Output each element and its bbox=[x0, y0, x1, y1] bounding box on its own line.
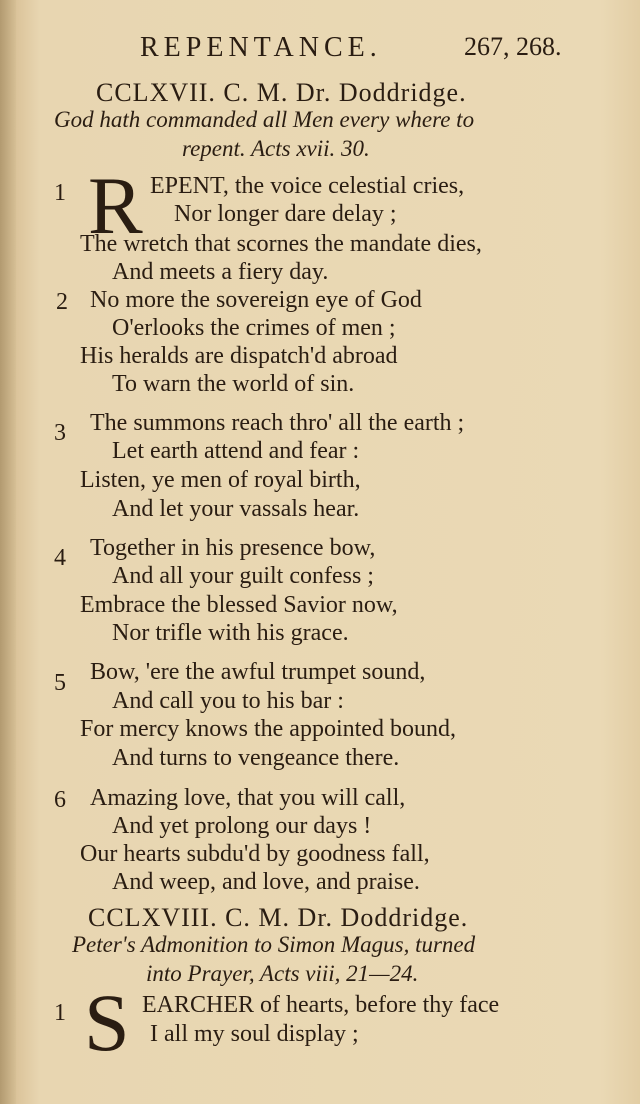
stanza-number: 2 bbox=[56, 289, 68, 315]
drop-cap: R bbox=[88, 160, 143, 251]
stanza-number: 3 bbox=[54, 420, 66, 446]
hymn-heading: CCLXVII. C. M. Dr. Doddridge. bbox=[96, 78, 467, 107]
stanza-number: 1 bbox=[54, 180, 66, 206]
stanza-number: 5 bbox=[54, 670, 66, 696]
verse-line: I all my soul display ; bbox=[150, 1021, 359, 1047]
verse-line: Listen, ye men of royal birth, bbox=[80, 467, 361, 493]
verse-line: And weep, and love, and praise. bbox=[112, 869, 420, 895]
verse-line: No more the sovereign eye of God bbox=[90, 287, 422, 313]
verse-line: Together in his presence bow, bbox=[90, 535, 376, 561]
hymn-subtitle: repent. Acts xvii. 30. bbox=[182, 136, 370, 161]
verse-line: And turns to vengeance there. bbox=[112, 745, 400, 771]
verse-line: To warn the world of sin. bbox=[112, 371, 355, 397]
hymn-subtitle: into Prayer, Acts viii, 21—24. bbox=[146, 961, 419, 986]
verse-line: Bow, 'ere the awful trumpet sound, bbox=[90, 659, 426, 685]
stanza-number: 1 bbox=[54, 1000, 66, 1026]
verse-line: Nor longer dare delay ; bbox=[174, 201, 397, 227]
verse-line: And all your guilt confess ; bbox=[112, 563, 374, 589]
verse-line: Our hearts subdu'd by goodness fall, bbox=[80, 841, 430, 867]
verse-line: Amazing love, that you will call, bbox=[90, 785, 406, 811]
verse-line: Nor trifle with his grace. bbox=[112, 620, 349, 646]
page-numbers: 267, 268. bbox=[464, 32, 562, 61]
verse-line: O'erlooks the crimes of men ; bbox=[112, 315, 396, 341]
verse-line: Let earth attend and fear : bbox=[112, 438, 360, 464]
verse-line: And let your vassals hear. bbox=[112, 496, 360, 522]
verse-line: His heralds are dispatch'd abroad bbox=[80, 343, 398, 369]
hymn-subtitle: Peter's Admonition to Simon Magus, turned bbox=[72, 932, 476, 957]
verse-line: The wretch that scornes the mandate dies, bbox=[80, 231, 482, 257]
stanza-number: 4 bbox=[54, 545, 66, 571]
drop-cap: S bbox=[84, 977, 130, 1068]
verse-line: EPENT, the voice celestial cries, bbox=[150, 173, 465, 199]
verse-line: The summons reach thro' all the earth ; bbox=[90, 410, 465, 436]
verse-line: Embrace the blessed Savior now, bbox=[80, 592, 398, 618]
running-header-title: REPENTANCE. bbox=[140, 32, 382, 63]
page-gutter bbox=[0, 0, 16, 1104]
stanza-number: 6 bbox=[54, 787, 66, 813]
verse-line: And yet prolong our days ! bbox=[112, 813, 372, 839]
verse-line: And call you to his bar : bbox=[112, 688, 344, 714]
verse-line: EARCHER of hearts, before thy face bbox=[142, 992, 500, 1018]
hymn-subtitle: God hath commanded all Men every where to bbox=[54, 107, 475, 132]
verse-line: And meets a fiery day. bbox=[112, 259, 329, 285]
verse-line: For mercy knows the appointed bound, bbox=[80, 716, 456, 742]
hymn-heading: CCLXVIII. C. M. Dr. Doddridge. bbox=[88, 903, 469, 932]
